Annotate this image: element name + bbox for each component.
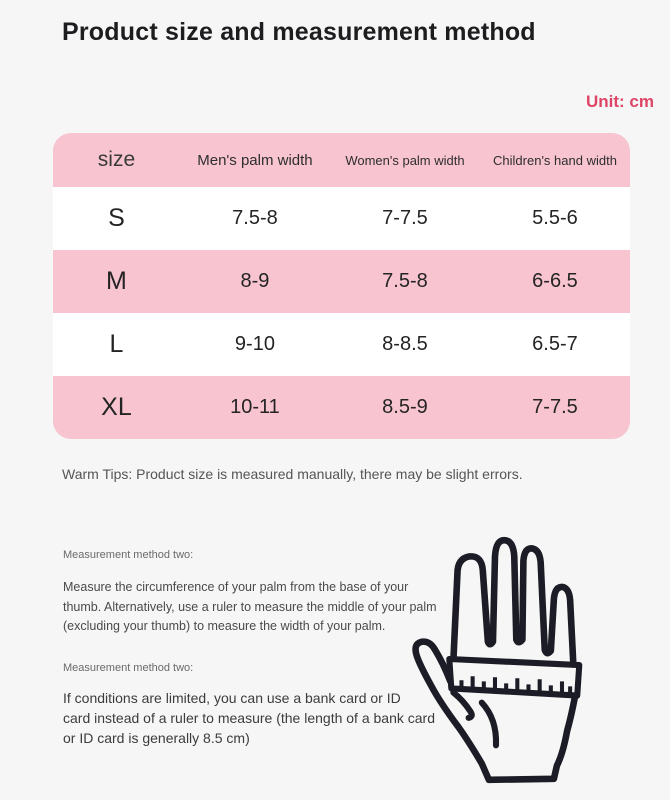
value-cell: 7.5-8 bbox=[382, 270, 428, 292]
value-cell: 7-7.5 bbox=[532, 396, 578, 418]
method-line: (excluding your thumb) to measure the width of your palm. bbox=[63, 619, 386, 633]
size-cell: XL bbox=[101, 393, 132, 421]
value-cell: 7-7.5 bbox=[382, 207, 428, 229]
table-row bbox=[53, 376, 630, 439]
table-row bbox=[53, 250, 630, 313]
method-line: If conditions are limited, you can use a bank card or ID bbox=[63, 690, 401, 706]
method-one-text bbox=[63, 578, 437, 637]
method-line: thumb. Alternatively, use a ruler to measure the middle of your palm bbox=[63, 599, 437, 614]
header-cell-men: Men's palm width bbox=[197, 151, 313, 169]
method-one-label: Measurement method two: bbox=[63, 549, 194, 561]
value-cell: 9-10 bbox=[234, 333, 275, 355]
method-line: card instead of a ruler to measure (the length of a bank card bbox=[63, 710, 435, 726]
method-line: Measure the circumference of your palm from the base of your bbox=[63, 580, 409, 594]
warm-tips-text: Warm Tips: Product size is measured manually, there may be slight errors. bbox=[62, 466, 523, 482]
value-cell: 10-11 bbox=[230, 396, 280, 418]
size-cell: M bbox=[106, 267, 127, 295]
method-line: or ID card is generally 8.5 cm) bbox=[63, 730, 250, 746]
value-cell: 8.5-9 bbox=[382, 396, 428, 418]
table-row bbox=[53, 313, 630, 376]
value-cell: 6-6.5 bbox=[532, 270, 578, 292]
unit-label: Unit: cm bbox=[586, 92, 654, 111]
method-two-label: Measurement method two: bbox=[63, 662, 194, 674]
size-table bbox=[53, 133, 630, 439]
header-cell-women: Women's palm width bbox=[345, 152, 465, 168]
table-header-row bbox=[53, 133, 630, 187]
value-cell: 6.5-7 bbox=[532, 333, 578, 355]
table-row bbox=[53, 187, 630, 250]
page-title: Product size and measurement method bbox=[62, 18, 536, 46]
value-cell: 7.5-8 bbox=[232, 207, 278, 229]
size-cell: L bbox=[109, 330, 124, 358]
value-cell: 8-9 bbox=[240, 270, 270, 292]
value-cell: 8-8.5 bbox=[382, 333, 428, 355]
method-two-text bbox=[63, 688, 435, 748]
value-cell: 5.5-6 bbox=[532, 207, 578, 229]
size-cell: S bbox=[108, 204, 125, 232]
header-cell-children: Children's hand width bbox=[493, 152, 617, 168]
header-cell-size: size bbox=[97, 148, 136, 171]
hand-with-ruler-icon bbox=[393, 528, 599, 792]
